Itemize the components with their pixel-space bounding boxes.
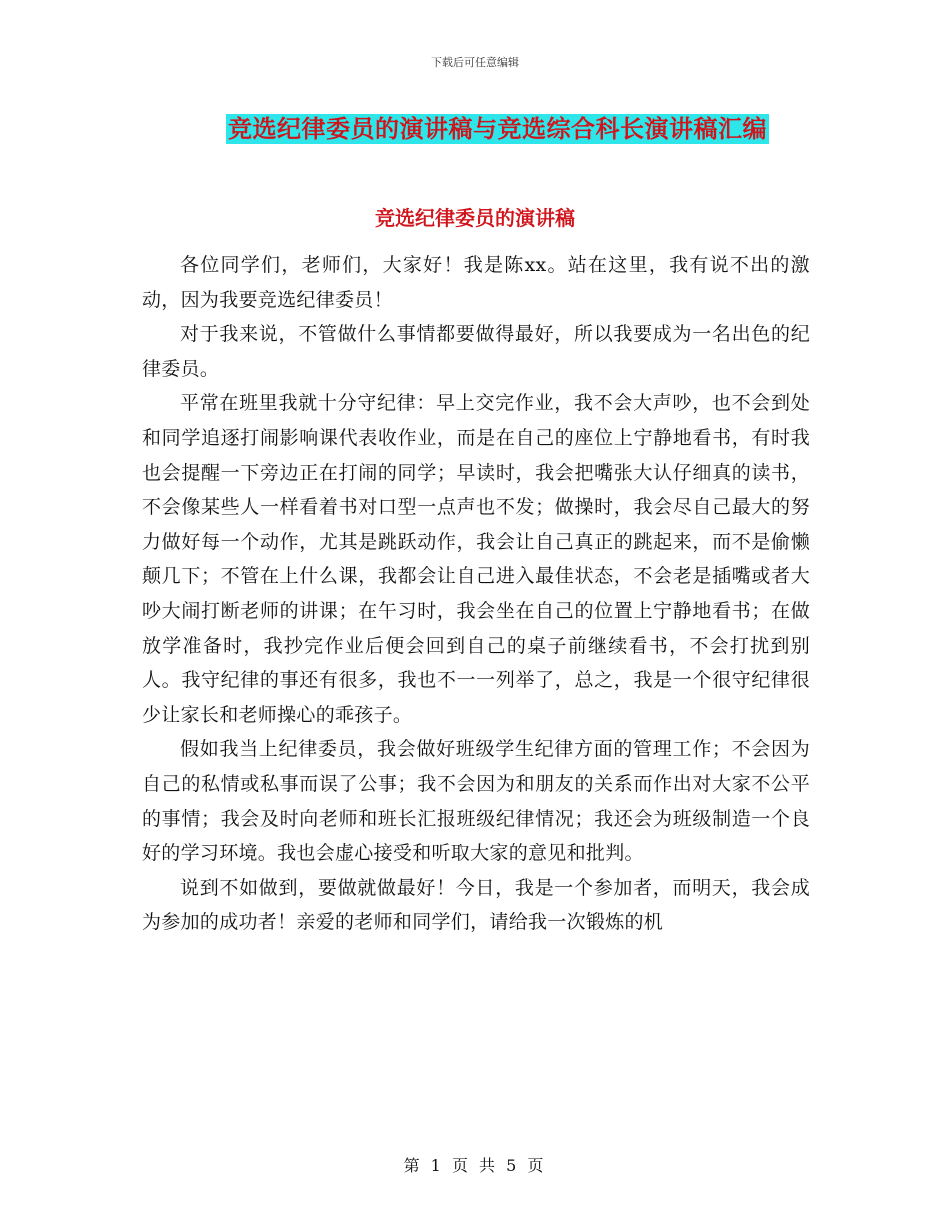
paragraph: 说到不如做到，要做就做最好！今日，我是一个参加者，而明天，我会成为参加的成功者！亲爱的老师和同学们，请给我一次锻炼的机 bbox=[142, 876, 810, 934]
paragraph: 各位同学们，老师们，大家好！我是陈xx。站在这里，我有说不出的激动，因为我要竞选纪律委员！ bbox=[142, 254, 810, 311]
paragraph: 平常在班里我就十分守纪律：早上交完作业，我不会大声吵，也不会到处和同学追逐打闹影响课代表收作业，而是在自己的座位上宁静地看书，有时我也会提醒一下旁边正在打闹的同学；早读时，我会把嘴张大认仔细真的读书，不会像某些人一样看着书对口型一点声也不发；做操时，我会尽自己最大的努力做好每一个动作，尤其是跳跃动作，我会让自己真正的跳起来，而不是偷懒颠几下；不管在上什么课，我都会让自己进入最佳状态，不会老是插嘴或者大吵大闹打断老师的讲课；在午习时，我会坐在自己的位置上宁静地看书；在做放学准备时，我抄完作业后便会回到自己的桌子前继续看书，不会打扰到别人。我守纪律的事还有很多，我也不一一列举了，总之，我是一个很守纪律很少让家长和老师操心的乖孩子。 bbox=[142, 392, 810, 726]
section-title: 竞选纪律委员的演讲稿 bbox=[375, 206, 575, 230]
header-note: 下载后可任意编辑 bbox=[431, 56, 519, 69]
paragraph: 假如我当上纪律委员，我会做好班级学生纪律方面的管理工作；不会因为自己的私情或私事而误了公事；我不会因为和朋友的关系而作出对大家不公平的事情；我会及时向老师和班长汇报班级纪律情况；我还会为班级制造一个良好的学习环境。我也会虚心接受和听取大家的意见和批判。 bbox=[142, 738, 810, 865]
paragraph: 对于我来说，不管做什么事情都要做得最好，所以我要成为一名出色的纪律委员。 bbox=[142, 323, 810, 380]
page-footer: 第 1 页 共 5 页 bbox=[403, 1156, 547, 1175]
document-title-container bbox=[0, 114, 950, 144]
document-title: 竞选纪律委员的演讲稿与竞选综合科长演讲稿汇编 bbox=[228, 115, 767, 143]
document-body bbox=[142, 248, 810, 940]
